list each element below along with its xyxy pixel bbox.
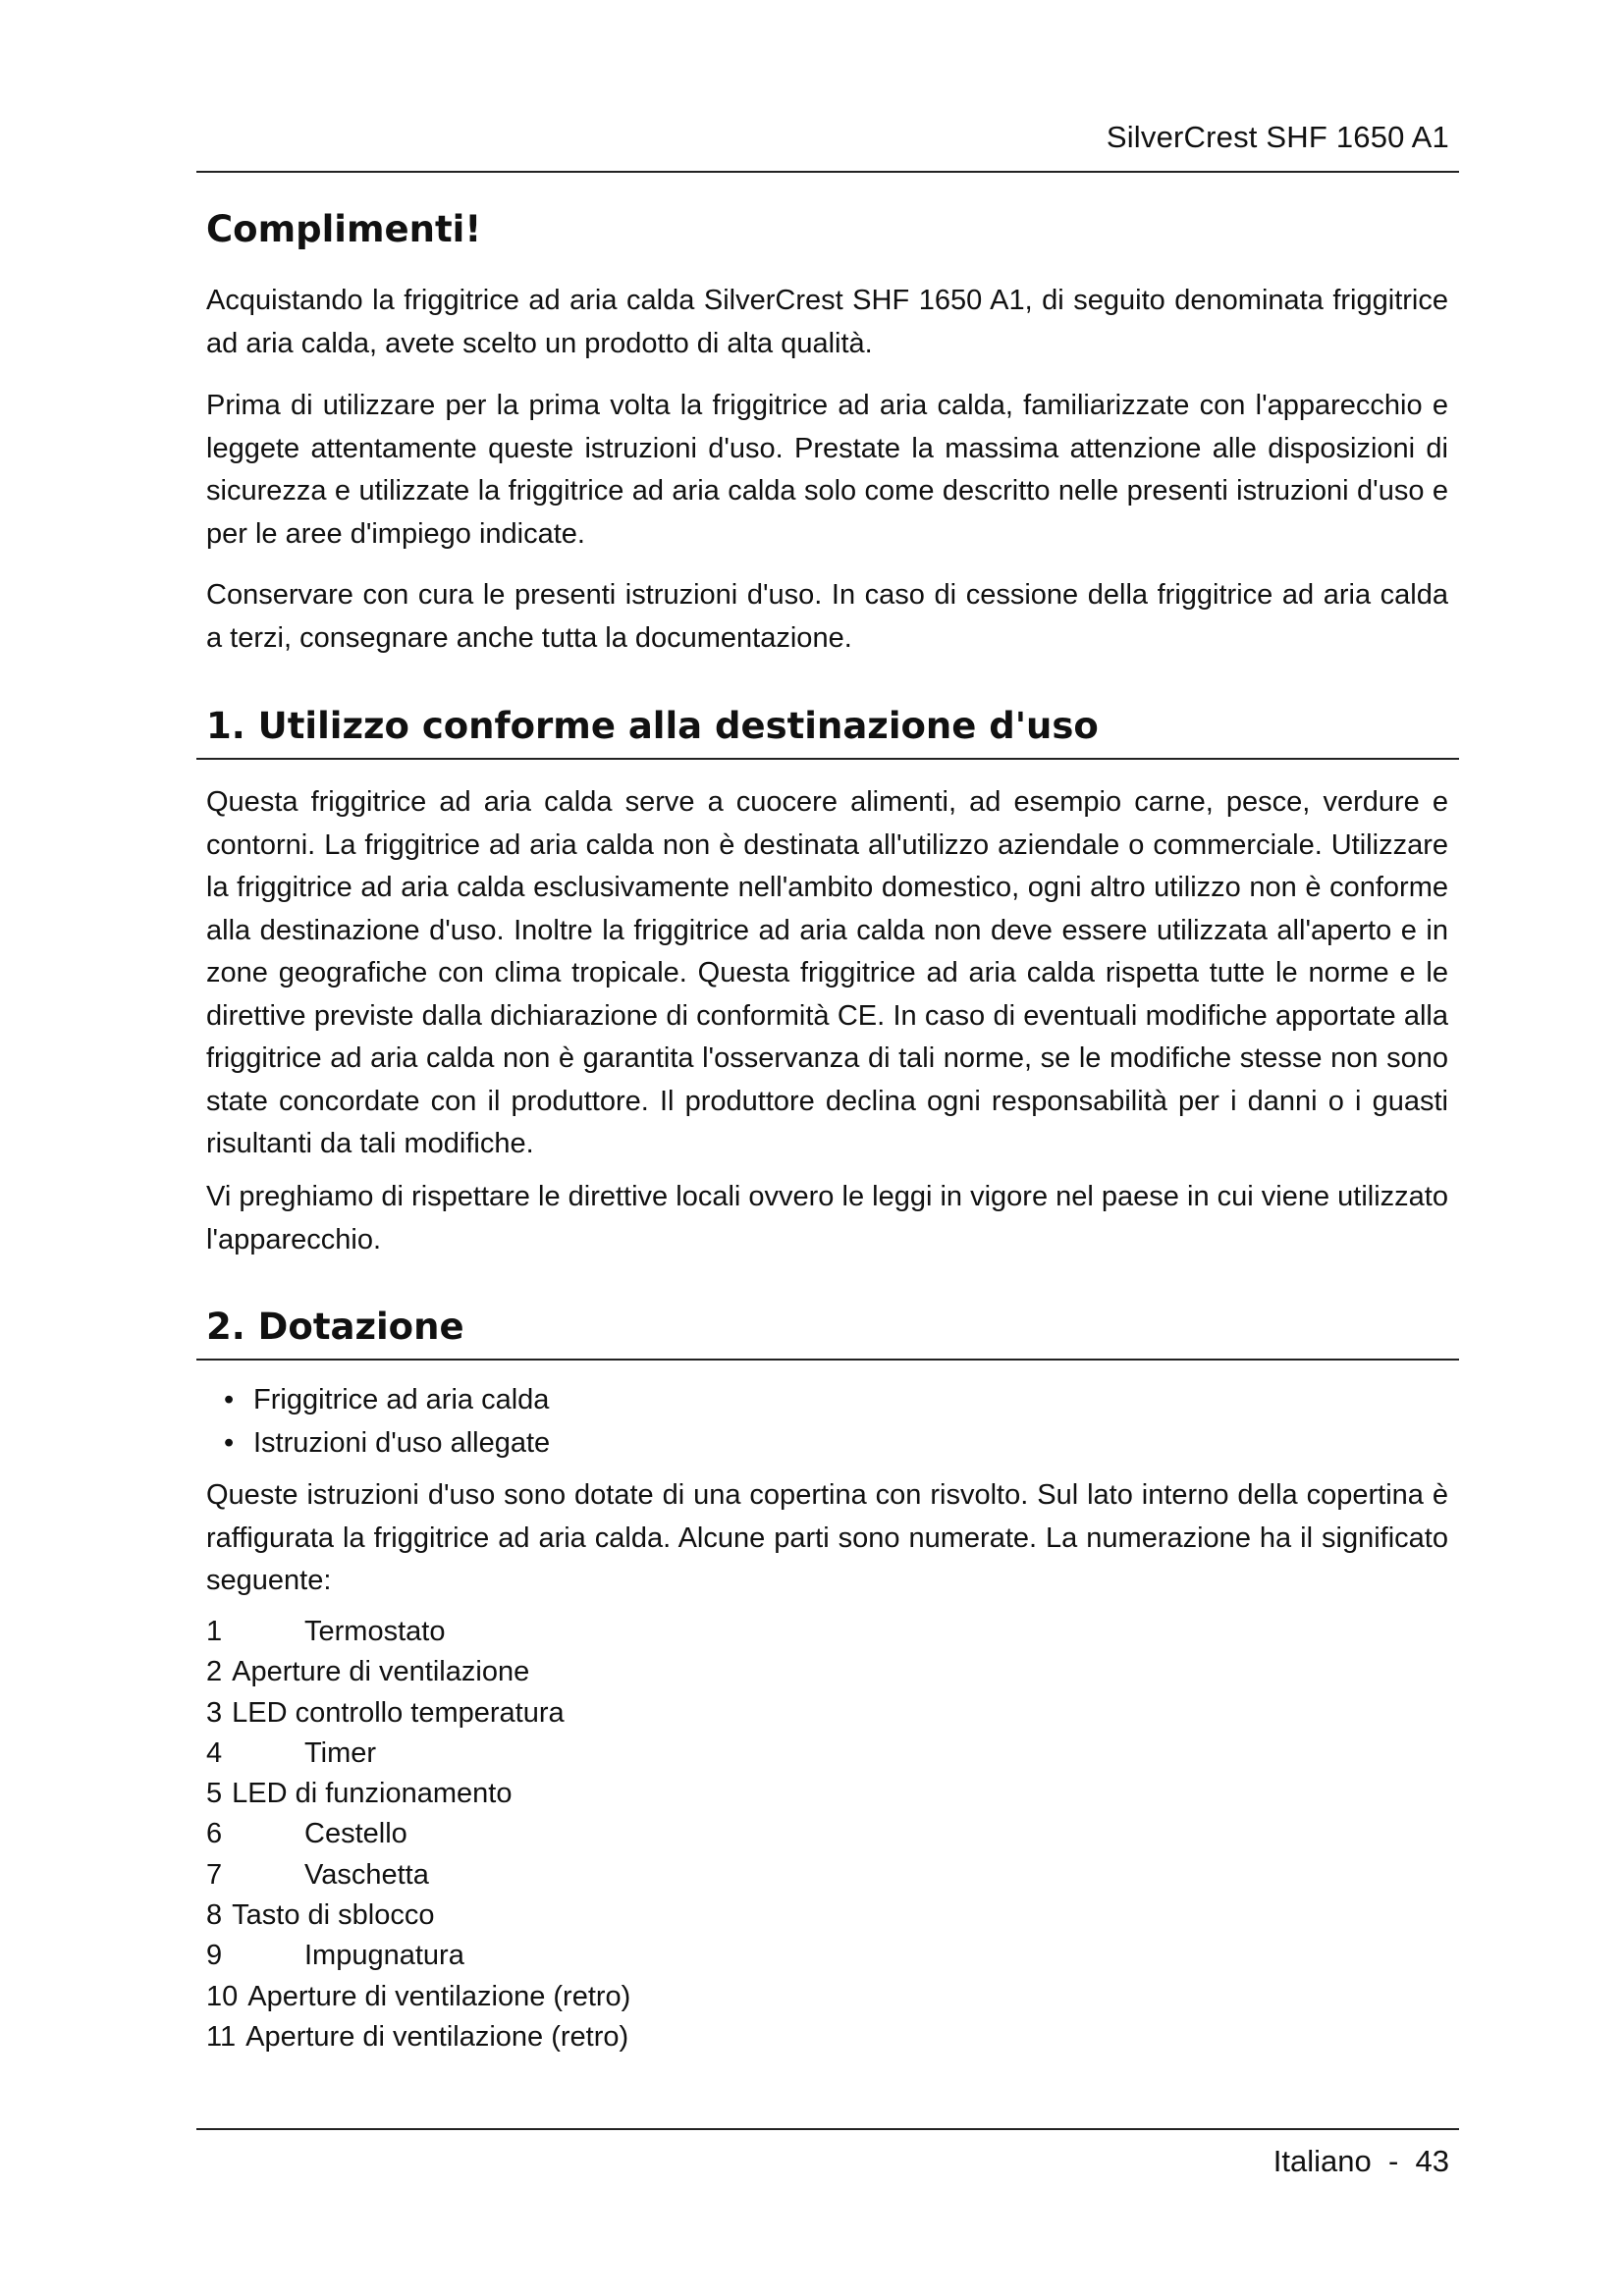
list-item: [206, 1774, 630, 1814]
list-item: [206, 1693, 630, 1734]
intro-paragraph-1: Acquistando la friggitrice ad aria calda SilverCrest SHF 1650 A1, di seguito denominata friggitrice ad aria calda, avete scelto un prodotto di alta qualità.: [206, 285, 1448, 359]
list-item: [206, 1936, 630, 1976]
part-label: LED di funzionamento: [232, 1778, 513, 1810]
part-number: 5: [206, 1778, 223, 1810]
list-item: [206, 1612, 630, 1652]
intro-paragraph-2: Prima di utilizzare per la prima volta la friggitrice ad aria calda, familiarizzate con l'apparecchio e leggete attentamente queste istruzioni d'uso. Prestate la massima attenzione alle disposizioni di sicurezza e utilizzate la friggitrice ad aria calda solo come descritto nelle presenti istruzioni d'uso e per le aree d'impiego indicate.: [206, 390, 1448, 550]
header-rule: [196, 171, 1459, 173]
part-label: Aperture di ventilazione: [232, 1656, 530, 1688]
part-number: 10: [206, 1980, 239, 2012]
part-number: 6: [206, 1818, 223, 1850]
part-label: Impugnatura: [304, 1940, 464, 1972]
part-number: 1: [206, 1616, 223, 1647]
intro-paragraph-3: Conservare con cura le presenti istruzioni d'uso. In caso di cessione della friggitrice ad aria calda a terzi, consegnare anche tutta la documentazione.: [206, 579, 1448, 654]
part-number: 11: [206, 2020, 237, 2053]
part-label: Aperture di ventilazione (retro): [245, 2020, 629, 2053]
part-label: Cestello: [304, 1818, 407, 1850]
intro-heading: Complimenti!: [206, 208, 482, 250]
footer-rule: [196, 2128, 1459, 2130]
page-number: Italiano - 43: [1272, 2144, 1449, 2178]
section1-paragraph-2: Vi preghiamo di rispettare le direttive locali ovvero le leggi in vigore nel paese in cui viene utilizzato l'apparecchio.: [206, 1181, 1448, 1255]
section1-rule: [196, 758, 1459, 760]
parts-list: [206, 1612, 630, 2057]
part-label: LED controllo temperatura: [232, 1696, 565, 1729]
section2-heading: 2. Dotazione: [206, 1306, 464, 1348]
list-item: [206, 1855, 630, 1896]
list-item: • Friggitrice ad aria calda: [224, 1378, 550, 1421]
running-header: SilverCrest SHF 1650 A1: [1106, 120, 1449, 154]
section1-paragraph-1: Questa friggitrice ad aria calda serve a cuocere alimenti, ad esempio carne, pesce, verdure e contorni. La friggitrice ad aria calda non è destinata all'utilizzo aziendale o commerciale. Utilizzare la friggitrice ad aria calda esclusivamente nell'ambito domestico, ogni altro utilizzo non è conforme alla destinazione d'uso. Inoltre la friggitrice ad aria calda non deve essere utilizzata all'aperto e in zone geografiche con clima tropicale. Questa friggitrice ad aria calda rispetta tutte le norme e le direttive previste dalla dichiarazione di conformità CE. In caso di eventuali modifiche apportate alla friggitrice ad aria calda non è garantita l'osservanza di tali norme, se le modifiche stesse non sono state concordate con il produttore. Il produttore declina ogni responsabilità per i danni o i guasti risultanti da tali modifiche.: [206, 786, 1448, 1159]
list-item: • Istruzioni d'uso allegate: [224, 1421, 550, 1465]
part-label: Termostato: [304, 1616, 446, 1647]
part-label: Tasto di sblocco: [232, 1899, 435, 1932]
part-number: 8: [206, 1899, 223, 1932]
part-label: Timer: [304, 1736, 377, 1769]
supply-list: [224, 1378, 550, 1465]
list-item: [206, 1652, 630, 1692]
part-number: 3: [206, 1696, 223, 1729]
list-item: [206, 1734, 630, 1774]
list-item: [206, 2017, 630, 2057]
section1-heading: 1. Utilizzo conforme alla destinazione d'uso: [206, 705, 1099, 747]
list-item: [206, 1896, 630, 1936]
part-number: 7: [206, 1858, 223, 1891]
list-item: [206, 1814, 630, 1854]
part-number: 4: [206, 1736, 223, 1769]
section2-paragraph: Queste istruzioni d'uso sono dotate di una copertina con risvolto. Sul lato interno della copertina è raffigurata la friggitrice ad aria calda. Alcune parti sono numerate. La numerazione ha il significato seguente:: [206, 1479, 1448, 1596]
section2-rule: [196, 1359, 1459, 1361]
part-label: Vaschetta: [304, 1858, 429, 1891]
part-number: 2: [206, 1656, 223, 1688]
part-label: Aperture di ventilazione (retro): [247, 1980, 631, 2012]
list-item: [206, 1977, 630, 2017]
part-number: 9: [206, 1940, 223, 1972]
